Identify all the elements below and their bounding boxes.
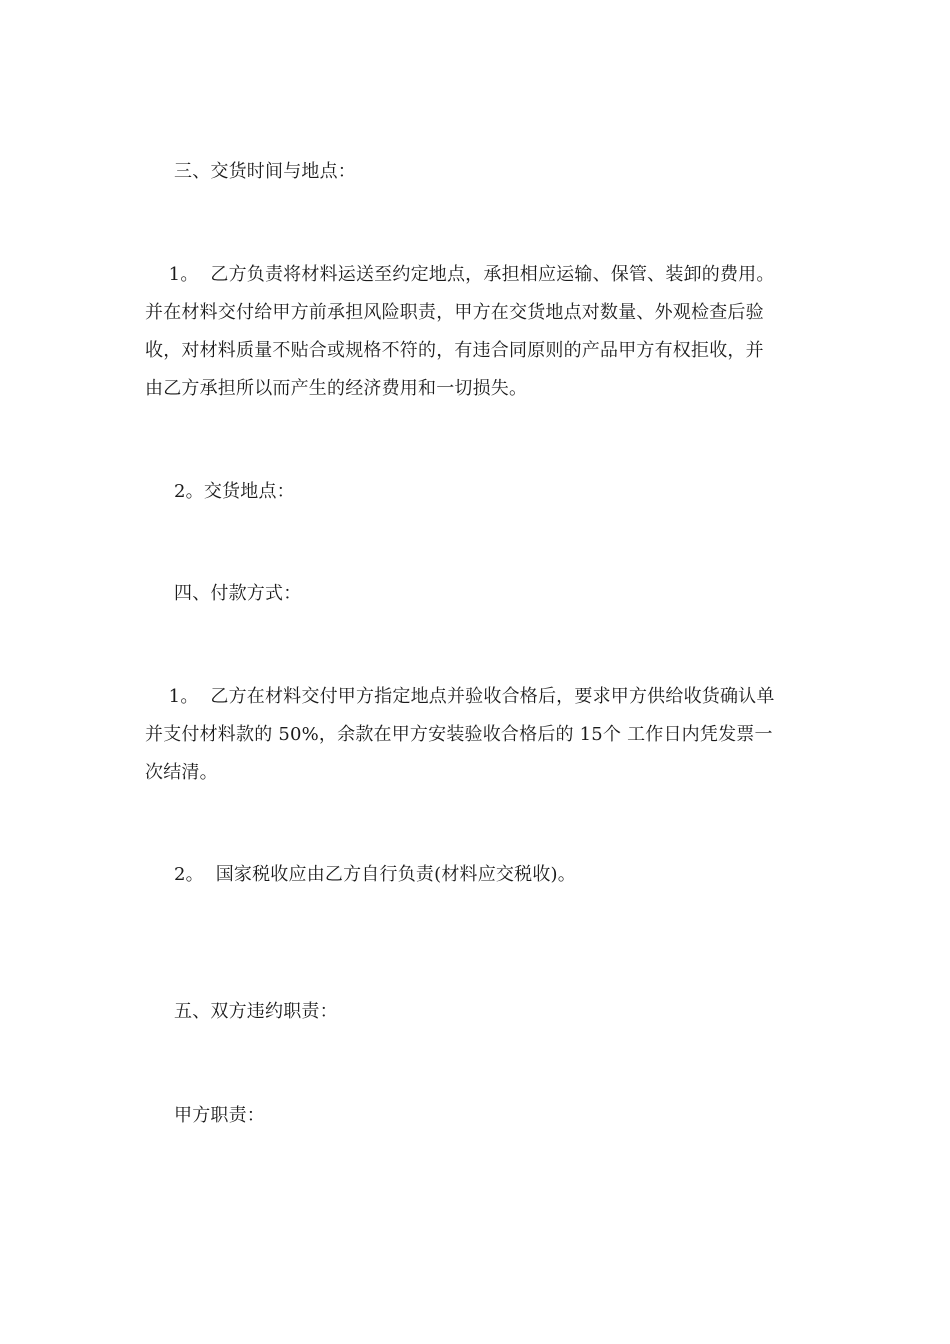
section-4-item-2: 2。 国家税收应由乙方自行负责(材料应交税收)。	[174, 864, 576, 885]
section-4-item-1-line-2: 并支付材料款的 50%，余款在甲方安装验收合格后的 15个 工作日内凭发票一	[145, 724, 773, 745]
section-3-heading: 三、交货时间与地点：	[174, 161, 356, 182]
section-4-heading: 四、付款方式：	[174, 583, 302, 604]
section-3-item-1	[145, 256, 810, 408]
section-3-item-1-line-3: 收，对材料质量不贴合或规格不符的，有违合同原则的产品甲方有权拒收，并	[145, 340, 764, 361]
section-4-item-1	[145, 678, 810, 792]
section-5-heading: 五、双方违约职责：	[174, 1001, 338, 1022]
section-3-item-1-line-4: 由乙方承担所以而产生的经济费用和一切损失。	[145, 378, 528, 399]
party-a-duties-heading: 甲方职责：	[174, 1105, 265, 1126]
section-3-item-1-line-2: 并在材料交付给甲方前承担风险职责，甲方在交货地点对数量、外观检查后验	[145, 302, 764, 323]
section-3-item-1-line-1: 1。 乙方负责将材料运送至约定地点，承担相应运输、保管、装卸的费用。	[145, 264, 775, 285]
section-4-item-1-line-1: 1。 乙方在材料交付甲方指定地点并验收合格后，要求甲方供给收货确认单	[145, 686, 775, 707]
section-4-item-1-line-3: 次结清。	[145, 762, 218, 783]
section-3-item-2: 2。交货地点：	[174, 481, 295, 502]
